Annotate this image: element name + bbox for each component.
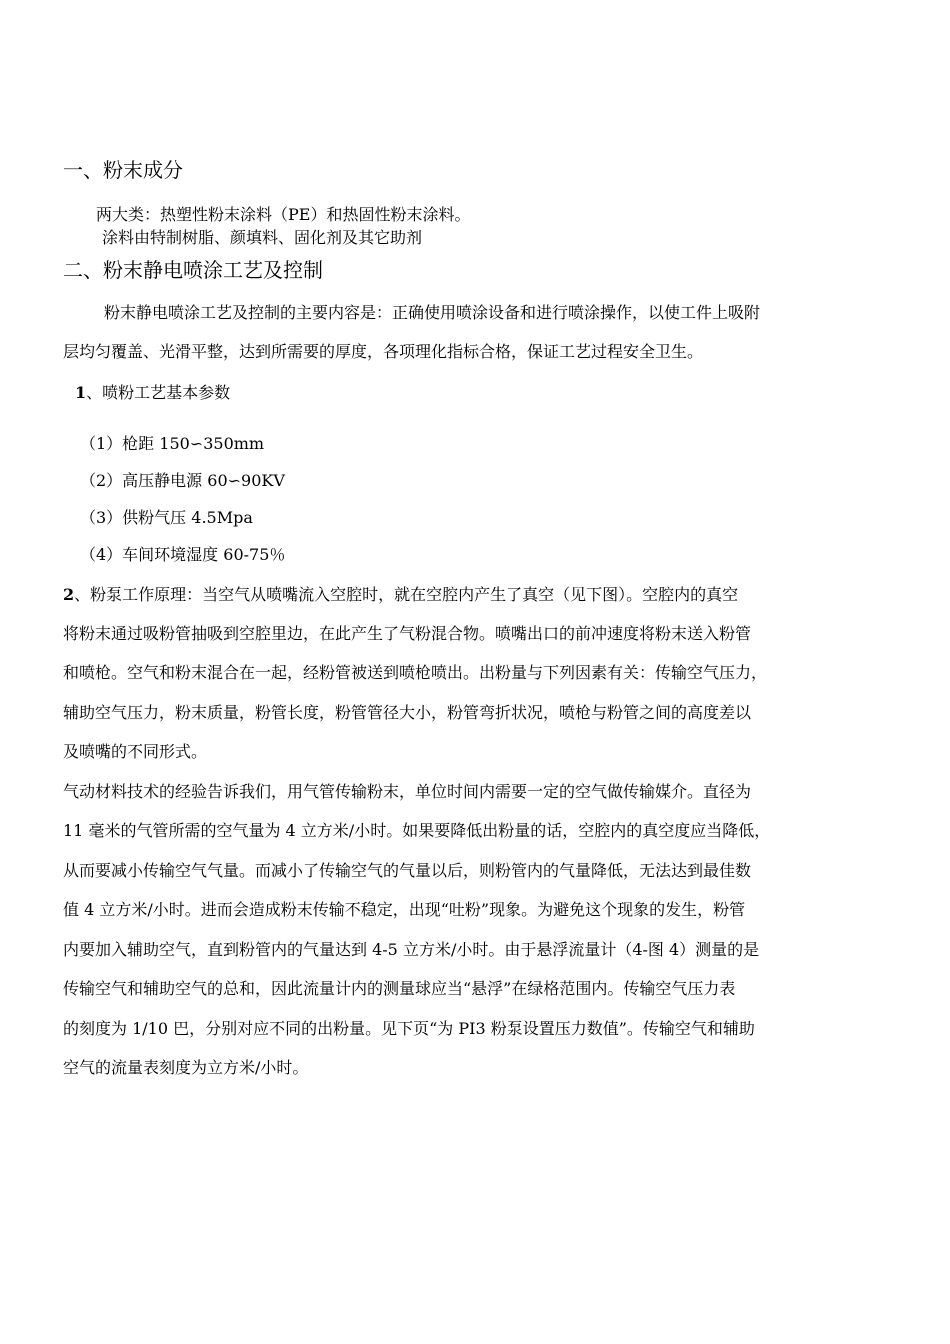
section-heading-powder-composition: 一、粉末成分 xyxy=(63,158,183,182)
intro-line-2: 层均匀覆盖、光滑平整，达到所需要的厚度，各项理化指标合格，保证工艺过程安全卫生。 xyxy=(63,342,704,361)
airflow-line-8: 空气的流量表刻度为立方米/小时。 xyxy=(63,1058,309,1077)
airflow-line-5: 内要加入辅助空气，直到粉管内的气量达到 4-5 立方米/小时。由于悬浮流量计（4-图 4）测量的是 xyxy=(63,940,760,959)
composition-line-2: 涂料由特制树脂、颜填料、固化剂及其它助剂 xyxy=(102,228,423,247)
pump-principle-line-5: 及喷嘴的不同形式。 xyxy=(63,742,208,761)
airflow-line-3: 从而要减小传输空气气量。而减小了传输空气的气量以后，则粉管内的气量降低，无法达到最佳数 xyxy=(63,861,752,880)
param-humidity: （4）车间环境湿度 60-75％ xyxy=(80,545,286,564)
pump-principle-line-1 xyxy=(63,582,738,605)
pump-principle-text: 、粉泵工作原理：当空气从喷嘴流入空腔时，就在空腔内产生了真空（见下图）。空腔内的真空 xyxy=(74,585,739,604)
pump-principle-line-2: 将粉末通过吸粉管抽吸到空腔里边，在此产生了气粉混合物。喷嘴出口的前冲速度将粉末送入粉管 xyxy=(63,624,752,643)
param-gun-distance: （1）枪距 150∽350mm xyxy=(80,434,265,453)
composition-line-1: 两大类：热塑性粉末涂料（PE）和热固性粉末涂料。 xyxy=(96,205,471,224)
subheading-number: 1 xyxy=(75,383,87,402)
pump-principle-line-3: 和喷枪。空气和粉末混合在一起，经粉管被送到喷枪喷出。出粉量与下列因素有关：传输空气压力， xyxy=(63,663,768,682)
intro-line-1: 粉末静电喷涂工艺及控制的主要内容是：正确使用喷涂设备和进行喷涂操作，以使工件上吸附 xyxy=(104,303,761,322)
pump-principle-line-4: 辅助空气压力，粉末质量，粉管长度，粉管管径大小，粉管弯折状况，喷枪与粉管之间的高度差以 xyxy=(63,703,752,722)
pump-principle-number: 2 xyxy=(63,585,75,604)
subheading-title: 、喷粉工艺基本参数 xyxy=(86,383,231,402)
airflow-line-6: 传输空气和辅助空气的总和，因此流量计内的测量球应当“悬浮”在绿格范围内。传输空气压力表 xyxy=(63,979,736,998)
airflow-line-7: 的刻度为 1/10 巴，分别对应不同的出粉量。见下页“为 PI3 粉泵设置压力数值”。传输空气和辅助 xyxy=(63,1019,755,1038)
airflow-line-1: 气动材料技术的经验告诉我们，用气管传输粉末，单位时间内需要一定的空气做传输媒介。直径为 xyxy=(63,782,752,801)
param-high-voltage: （2）高压静电源 60∽90KV xyxy=(80,471,285,490)
airflow-line-4: 值 4 立方米/小时。进而会造成粉末传输不稳定，出现“吐粉”现象。为避免这个现象的发生，粉管 xyxy=(63,900,746,919)
airflow-line-2: 11 毫米的气管所需的空气量为 4 立方米/小时。如果要降低出粉量的话，空腔内的真空度应当降低， xyxy=(63,821,771,840)
param-air-pressure: （3）供粉气压 4.5Mpa xyxy=(80,508,253,527)
section-heading-spray-process: 二、粉末静电喷涂工艺及控制 xyxy=(63,258,323,282)
subheading-spray-parameters xyxy=(75,380,230,403)
